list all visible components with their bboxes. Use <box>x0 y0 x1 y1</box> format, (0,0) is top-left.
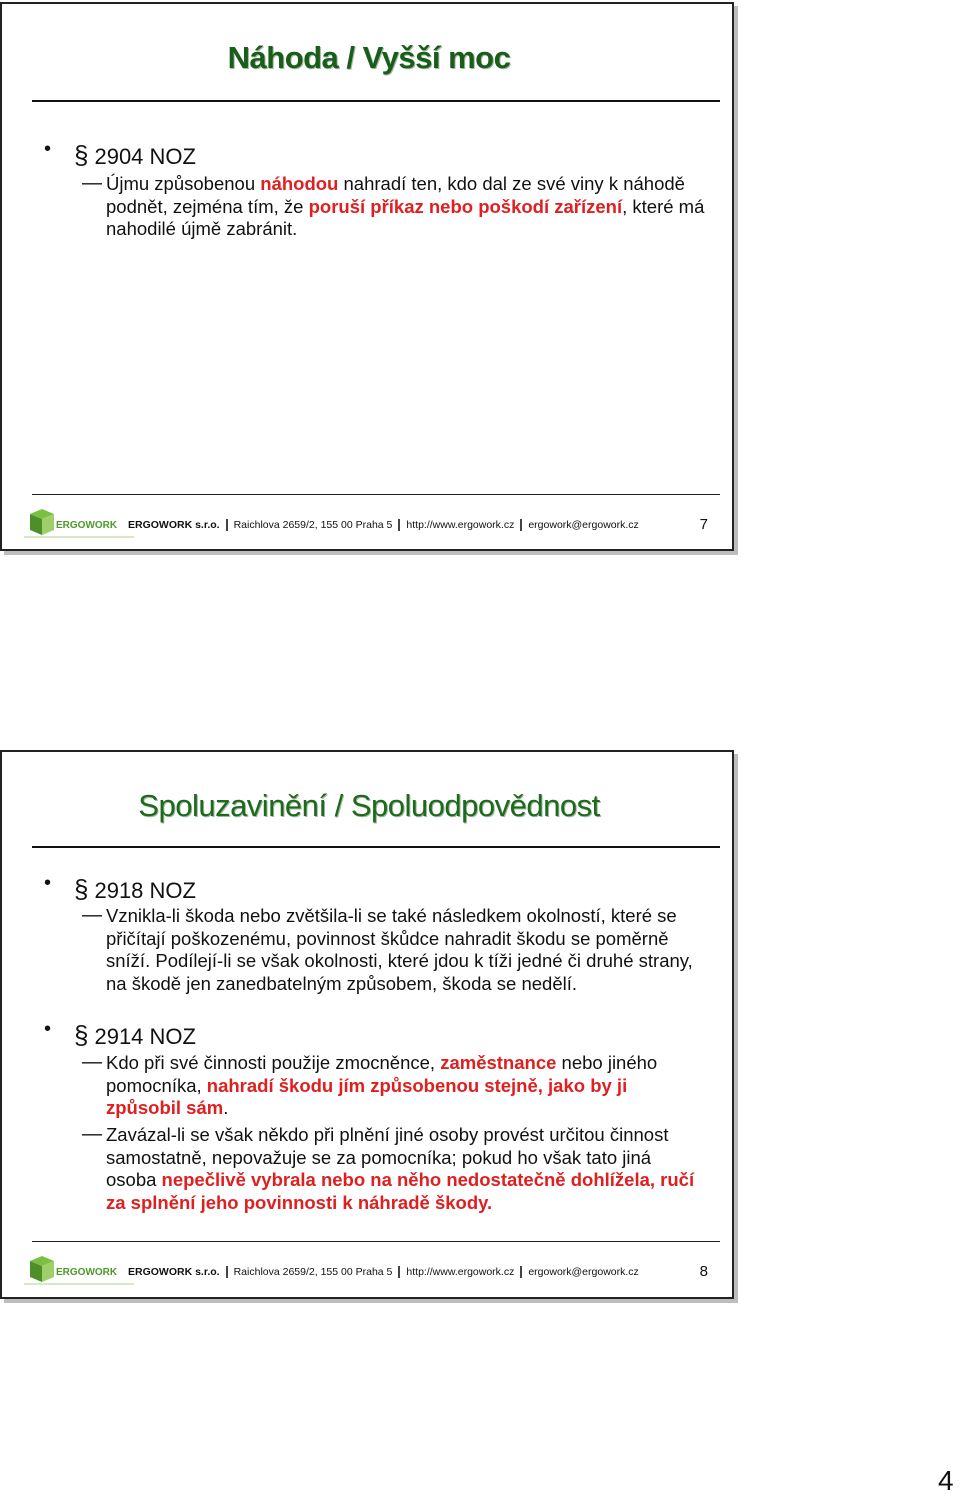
footer-contacts <box>128 1266 639 1278</box>
logo-text: ERGOWORK <box>56 520 118 531</box>
paragraph-symbol: § <box>74 874 89 904</box>
slide-title: Náhoda / Vyšší moc <box>227 40 511 75</box>
footer <box>24 1255 714 1289</box>
logo-text: ERGOWORK <box>56 1267 118 1278</box>
footer <box>24 508 714 542</box>
bullet-heading <box>74 874 196 905</box>
slide-number: 8 <box>699 1263 708 1280</box>
footer-contacts <box>128 519 639 531</box>
highlight-span: poruší příkaz nebo poškodí zařízení <box>308 195 623 217</box>
bullet-dot-icon: • <box>44 872 52 894</box>
slide-number: 7 <box>699 516 708 533</box>
text-span: Zavázal-li se však někdo při plnění jiné osoby provést určitou činnost samostatně, nepovažuje se za pomocníka; pokud ho však tato jiná osoba <box>106 1124 669 1190</box>
company-address: Raichlova 2659/2, 155 00 Praha 5 <box>233 519 393 531</box>
highlight-span: náhodou <box>260 173 339 194</box>
bullet-dot-icon: • <box>44 1018 52 1040</box>
company-web-link[interactable]: http://www.ergowork.cz <box>406 1266 515 1278</box>
footer-rule <box>32 1241 720 1242</box>
bullet-heading-text: 2904 NOZ <box>94 144 196 169</box>
company-name: ERGOWORK s.r.o. <box>128 1266 220 1278</box>
company-email-link[interactable]: ergowork@ergowork.cz <box>528 1266 639 1278</box>
text-span: nebo jiného pomocníka, <box>106 1052 658 1096</box>
text-span: . <box>223 1097 229 1118</box>
bullet-dot-icon: • <box>44 138 52 160</box>
bullet-heading <box>74 1020 196 1051</box>
company-name: ERGOWORK s.r.o. <box>128 519 220 531</box>
title-rule <box>32 846 720 848</box>
bullet-heading-text: 2918 NOZ <box>94 878 196 903</box>
document-page-number: 4 <box>938 1465 954 1496</box>
slide-7 <box>0 2 734 551</box>
highlight-span: zaměstnance <box>440 1052 557 1073</box>
dash-icon: — <box>82 1051 102 1073</box>
text-span: , které má nahodilé újmě zabránit. <box>106 195 705 239</box>
bullet-heading <box>74 140 196 171</box>
highlight-span: nahradí škodu jím způsobenou stejně, jako by ji způsobil sám <box>106 1074 628 1118</box>
sub-bullet-text <box>106 1052 706 1120</box>
footer-rule <box>32 494 720 495</box>
company-address: Raichlova 2659/2, 155 00 Praha 5 <box>233 1266 393 1278</box>
dash-icon: — <box>82 904 102 926</box>
dash-icon: — <box>82 1123 102 1145</box>
company-web-link[interactable]: http://www.ergowork.cz <box>406 519 515 531</box>
sub-bullet-text <box>106 1124 706 1214</box>
text-span: Újmu způsobenou <box>106 173 261 194</box>
sub-bullet-text <box>106 173 706 241</box>
paragraph-symbol: § <box>74 1020 89 1050</box>
bullet-heading-text: 2914 NOZ <box>94 1024 196 1049</box>
company-email-link[interactable]: ergowork@ergowork.cz <box>528 519 639 531</box>
sub-bullet-text <box>106 905 706 995</box>
text-span: Kdo při své činnosti použije zmocněnce, <box>106 1052 441 1073</box>
highlight-span: nepečlivě vybrala nebo na něho nedostatečně dohlížela, ručí za splnění jeho povinnosti k náhradě škody. <box>106 1169 695 1213</box>
paragraph-symbol: § <box>74 140 89 170</box>
dash-icon: — <box>82 172 102 194</box>
text-span: Vznikla-li škoda nebo zvětšila-li se také následkem okolností, které se přičítají poškozenému, povinnost škůdce nahradit škodu se poměrně sníží. Podílejí-li se však okolnosti, které jdou k tíži jedné či druhé strany, na škodě jen zanedbatelným způsobem, škoda se nedělí. <box>106 905 693 994</box>
slide-title: Spoluzavinění / Spoluodpovědnost <box>138 788 600 823</box>
title-rule <box>32 100 720 102</box>
text-span: nahradí ten, kdo dal ze své viny k náhodě podnět, zejména tím, že <box>106 173 685 217</box>
slide-8 <box>0 750 734 1299</box>
